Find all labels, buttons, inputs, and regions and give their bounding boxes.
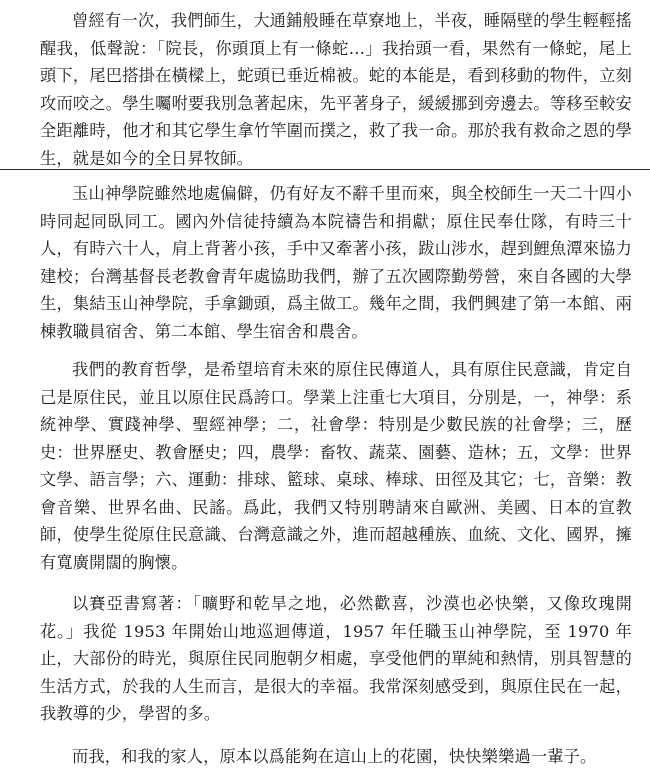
paragraph-snake-story: 曾經有一次，我們師生，大通鋪般睡在草寮地上，半夜，睡隔壁的學生輕輕搖醒我，低聲說：「院長，你頭頂上有一條蛇…」我抬頭一看，果然有一條蛇，尾上頭下，尾巴搭掛在橫樑上，蛇頭已垂近棉被。蛇的本能是，看到移動的物件，立刻攻而咬之。學生囑咐要我別急著起床，先平著身子，緩緩挪到旁邊去。等移至較安全距離時，他才和其它學生拿竹竿圍而撲之，救了我一命。那於我有救命之恩的學生，就是如今的全日昇牧師。 bbox=[40, 11, 632, 168]
paragraph-isaiah-quote: 以賽亞書寫著：「曠野和乾旱之地，必然歡喜，沙漠也必快樂，又像玫瑰開花。」我從 1953 年開始山地巡迴傳道，1957 年任職玉山神學院，至 1970 年止，大部份的時光，與原住民同胞朝夕相處，享受他們的單純和熱情，別具智慧的生活方式，於我的人生而言，是很大的幸福。我常深刻感受到，與原住民在一起，我教導的少，學習的多。 bbox=[40, 594, 632, 723]
horizontal-divider bbox=[0, 169, 650, 170]
paragraph-family: 而我，和我的家人，原本以爲能夠在這山上的花園，快快樂樂過一輩子。 bbox=[72, 747, 597, 766]
paragraph-school-building: 玉山神學院雖然地處偏僻，仍有好友不辭千里而來，與全校師生一天二十四小時同起同臥同工。國內外信徒持續為本院禱告和捐獻；原住民奉仕隊，有時三十人，有時六十人，肩上背著小孩，手中又牽著小孩，跋山涉水，趕到鯉魚潭來協力建校；台灣基督長老教會青年處協助我們，辦了五次國際勤勞營，來自各國的大學生，集結玉山神學院，手拿鋤頭，爲主做工。幾年之間，我們興建了第一本館、兩棟教職員宿舍、第二本館、學生宿舍和農舍。 bbox=[40, 184, 632, 341]
paragraph-education-philosophy: 我們的教育哲學，是希望培育未來的原住民傳道人，具有原住民意識，肯定自己是原住民，並且以原住民爲誇口。學業上注重七大項目，分別是，一，神學：系統神學、實踐神學、聖經神學；二，社會學：特別是少數民族的社會學；三，歷史：世界歷史、教會歷史；四，農學：畜牧、蔬菜、園藝、造林；五，文學：世界文學、語言學；六、運動：排球、籃球、桌球、棒球、田徑及其它；七，音樂：教會音樂、世界名曲、民謠。爲此，我們又特別聘請來自歐洲、美國、日本的宣教師，使學生從原住民意識、台灣意識之外，進而超越種族、血統、文化、國界，擁有寬廣開闊的胸懷。 bbox=[40, 360, 632, 572]
